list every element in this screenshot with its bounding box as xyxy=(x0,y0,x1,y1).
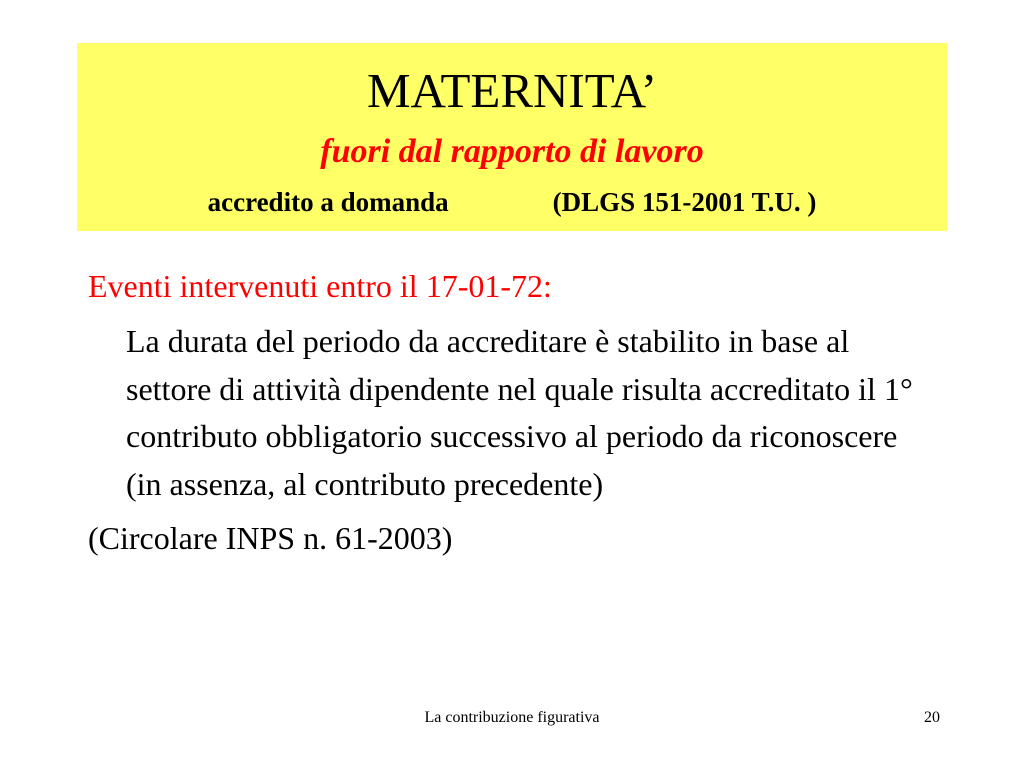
slide-body xyxy=(88,266,948,558)
slide-title: MATERNITA’ xyxy=(366,63,658,118)
body-paragraph: La durata del periodo da accreditare è stabilito in base al settore di attività dipendente nel quale risulta accreditato il 1° contributo obbligatorio successivo al periodo da riconoscere (in assenza, al contributo precedente) xyxy=(126,323,913,502)
body-heading: Eventi intervenuti entro il 17-01-72: xyxy=(88,268,552,304)
slide-subtitle: fuori dal rapporto di lavoro xyxy=(320,133,704,170)
title-detail-line xyxy=(77,186,947,218)
title-box xyxy=(77,43,947,231)
footer-title: La contribuzione figurativa xyxy=(424,709,600,726)
title-detail-left: accredito a domanda xyxy=(207,187,449,217)
title-detail-right: (DLGS 151-2001 T.U. ) xyxy=(552,187,817,217)
page-number: 20 xyxy=(924,709,940,726)
body-citation: (Circolare INPS n. 61-2003) xyxy=(88,520,453,557)
